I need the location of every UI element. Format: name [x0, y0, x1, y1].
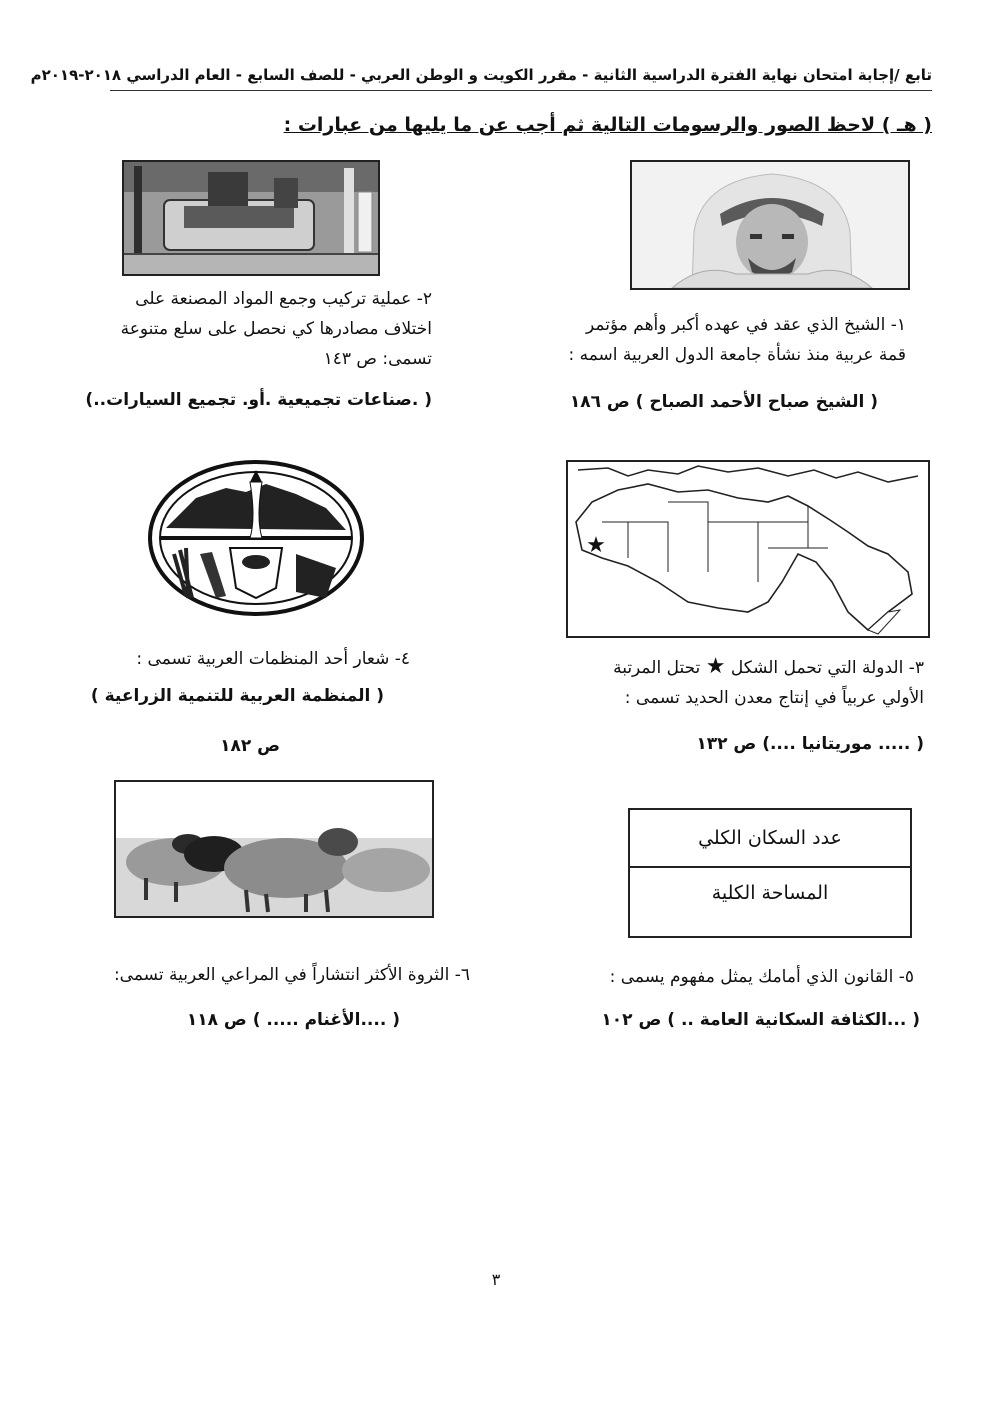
q2-line3: تسمى: ص ١٤٣	[323, 349, 432, 369]
q5-question: ٥- القانون الذي أمامك يمثل مفهوم يسمى :	[609, 967, 914, 987]
q3-line1	[520, 652, 924, 683]
map-outline-image	[568, 462, 928, 636]
formula-numerator: عدد السكان الكلي	[630, 810, 910, 868]
q1-answer: ( الشيخ صباح الأحمد الصباح ) ص ١٨٦	[569, 392, 878, 412]
q1-line1: ١- الشيخ الذي عقد في عهده أكبر وأهم مؤتمر	[586, 315, 906, 335]
q6-answer: ( ....الأغنام ..... ) ص ١١٨	[186, 1010, 400, 1030]
q5-answer: ( ...الكثافة السكانية العامة .. ) ص ١٠٢	[601, 1010, 920, 1030]
q6-question: ٦- الثروة الأكثر انتشاراً في المراعي العربية تسمى:	[113, 965, 470, 985]
sheep-flock-image	[116, 782, 432, 916]
mauritania-star-icon: ★	[586, 533, 606, 558]
q2-line2: اختلاف مصادرها كي نحصل على سلع متنوعة	[120, 319, 432, 339]
q4-page: ص ١٨٢	[220, 736, 280, 756]
q4-question: ٤- شعار أحد المنظمات العربية تسمى :	[136, 649, 410, 669]
header-rule	[110, 90, 932, 91]
q2-line1: ٢- عملية تركيب وجمع المواد المصنعة على	[135, 289, 432, 309]
q3-text	[520, 652, 924, 713]
organization-logo-image	[146, 458, 366, 618]
q3-line1-b: تحتل المرتبة	[613, 658, 701, 678]
star-icon: ★	[705, 654, 726, 679]
q2-text	[70, 284, 432, 374]
q2-answer: ( .صناعات تجميعية .أو. تجميع السيارات..)	[85, 390, 432, 410]
page-number: ٣	[491, 1270, 501, 1289]
car-assembly-image	[124, 162, 378, 274]
q3-answer: ( ..... موريتانيا ....) ص ١٣٢	[696, 734, 924, 754]
density-formula-box	[628, 808, 912, 938]
sheep-photo	[114, 780, 434, 918]
aoad-logo	[146, 458, 366, 618]
q3-line1-a: ٣- الدولة التي تحمل الشكل	[730, 658, 924, 678]
emir-photo	[630, 160, 910, 290]
q3-line2: الأولي عربياً في إنتاج معدن الحديد تسمى :	[624, 688, 924, 708]
exam-header: تابع /إجابة امتحان نهاية الفترة الدراسية الثانية - مقرر الكويت و الوطن العربي - للصف السابع - العام الدراسي ٢٠١٨-٢٠١٩م	[30, 66, 932, 84]
arab-world-map	[566, 460, 930, 638]
formula-denominator: المساحة الكلية	[711, 882, 829, 904]
q1-line2: قمة عربية منذ نشأة جامعة الدول العربية اسمه :	[568, 345, 906, 365]
assembly-photo	[122, 160, 380, 276]
section-title: ( هـ ) لاحظ الصور والرسومات التالية ثم أجب عن ما يليها من عبارات :	[283, 114, 932, 136]
q1-text	[520, 310, 906, 370]
q4-answer: ( المنظمة العربية للتنمية الزراعية )	[90, 686, 384, 706]
emir-portrait-image	[632, 162, 908, 288]
